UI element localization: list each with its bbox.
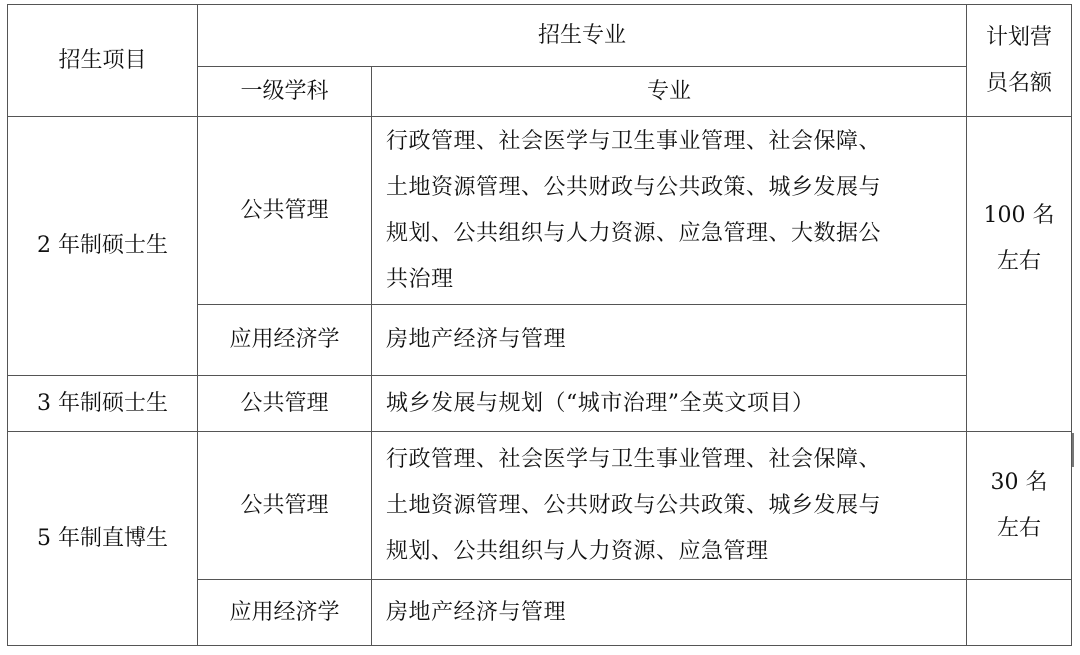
project-cell: 3 年制硕士生 <box>8 376 198 432</box>
empty-quota-cell <box>967 580 1072 646</box>
major-line: 房地产经济与管理 <box>386 599 567 625</box>
major-line: 行政管理、社会医学与卫生事业管理、社会保障、 <box>386 128 882 154</box>
major-line: 规划、公共组织与人力资源、应急管理、大数据公 <box>386 220 882 246</box>
major-cell <box>372 376 967 432</box>
project-cell: 5 年制直博生 <box>8 432 198 646</box>
quota-line-2: 左右 <box>997 515 1042 541</box>
major-line: 土地资源管理、公共财政与公共政策、城乡发展与 <box>386 174 882 200</box>
major-line: 行政管理、社会医学与卫生事业管理、社会保障、 <box>386 446 882 472</box>
discipline-cell: 应用经济学 <box>198 580 372 646</box>
quota-cell <box>967 432 1072 580</box>
discipline-cell: 公共管理 <box>198 117 372 305</box>
admissions-table <box>7 4 1072 646</box>
header-quota-line-2: 员名额 <box>986 70 1053 96</box>
table-row <box>8 117 1072 305</box>
margin-mark <box>1072 433 1074 467</box>
discipline-cell: 公共管理 <box>198 376 372 432</box>
header-first-level: 一级学科 <box>198 67 372 117</box>
major-line: 城乡发展与规划（“城市治理”全英文项目） <box>386 390 815 416</box>
quota-line-1: 100 名 <box>983 203 1055 228</box>
major-cell <box>372 305 967 376</box>
header-row-1 <box>8 5 1072 67</box>
quota-line-2: 左右 <box>997 249 1042 274</box>
discipline-cell: 应用经济学 <box>198 305 372 376</box>
major-cell <box>372 580 967 646</box>
quota-cell <box>967 117 1072 432</box>
major-cell <box>372 117 967 305</box>
header-quota <box>967 5 1072 117</box>
header-major: 专业 <box>372 67 967 117</box>
project-cell: 2 年制硕士生 <box>8 117 198 376</box>
discipline-cell: 公共管理 <box>198 432 372 580</box>
major-line: 房地产经济与管理 <box>386 327 567 352</box>
table-row <box>8 376 1072 432</box>
major-cell <box>372 432 967 580</box>
quota-line-1: 30 名 <box>990 469 1048 495</box>
major-line: 共治理 <box>386 266 454 292</box>
major-line: 土地资源管理、公共财政与公共政策、城乡发展与 <box>386 492 882 518</box>
header-major-group: 招生专业 <box>198 5 967 67</box>
table-row <box>8 432 1072 580</box>
major-line: 规划、公共组织与人力资源、应急管理 <box>386 538 769 564</box>
header-project: 招生项目 <box>8 5 198 117</box>
header-quota-line-1: 计划营 <box>986 24 1053 50</box>
